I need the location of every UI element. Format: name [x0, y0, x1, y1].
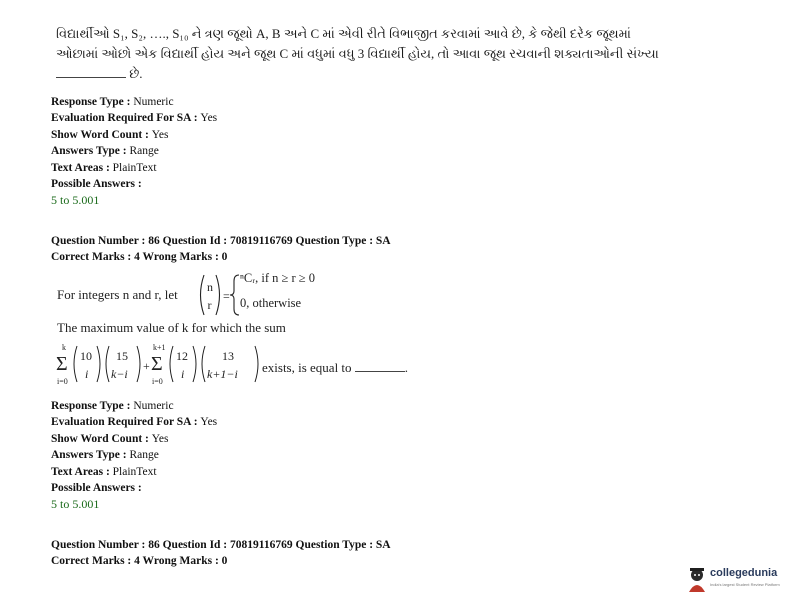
answers-type-value: Range [129, 145, 159, 158]
logo-tagline: India's largest Student Review Platform [710, 582, 780, 587]
svg-text:k: k [62, 343, 66, 352]
svg-text:i: i [181, 367, 185, 381]
svg-text:Σ: Σ [56, 353, 68, 375]
question-header-2 [51, 537, 391, 570]
answers-type-label: Answers Type : [51, 449, 127, 462]
evaluation-value: Yes [200, 416, 218, 429]
sentence-end: . [404, 360, 409, 375]
response-type-row [51, 398, 217, 414]
answer-blank [56, 77, 126, 78]
response-meta-2 [51, 398, 217, 496]
svg-text:k−i: k−i [111, 367, 128, 381]
question-line-3 [56, 64, 776, 84]
marks-line: Correct Marks : 4 Wrong Marks : 0 [51, 555, 228, 568]
definition-intro: For integers n and r, let [57, 287, 178, 302]
text-areas-label: Text Areas : [51, 161, 110, 174]
possible-answers-row [51, 480, 217, 496]
possible-answer-value-2: 5 to 5.001 [51, 497, 100, 511]
svg-text:Σ: Σ [151, 353, 163, 375]
evaluation-value: Yes [200, 112, 218, 125]
mascot-icon [686, 566, 708, 592]
marks-line: Correct Marks : 4 Wrong Marks : 0 [51, 251, 228, 264]
question-number-line: Question Number : 86 Question Id : 70819116769 Question Type : SA [51, 235, 391, 247]
possible-answers-label: Possible Answers : [51, 178, 142, 191]
response-meta [51, 94, 217, 192]
svg-text:k+1: k+1 [153, 343, 166, 352]
svg-text:12: 12 [176, 349, 188, 363]
svg-text:10: 10 [80, 349, 92, 363]
question-header [51, 233, 391, 266]
response-type-label: Response Type : [51, 96, 131, 108]
svg-text:k+1−i: k+1−i [207, 367, 238, 381]
svg-text:+: + [143, 359, 150, 373]
response-type-label: Response Type : [51, 400, 131, 412]
evaluation-label: Evaluation Required For SA : [51, 416, 198, 429]
possible-answers-row [51, 176, 217, 192]
word-count-value: Yes [151, 432, 169, 445]
exists-text [262, 360, 408, 376]
collegedunia-logo [686, 563, 786, 597]
possible-answers-label: Possible Answers : [51, 482, 142, 495]
text-areas-value: PlainText [112, 161, 157, 174]
text-areas-value: PlainText [112, 465, 157, 478]
definition-case-2: 0, otherwise [240, 296, 302, 310]
answers-type-label: Answers Type : [51, 145, 127, 158]
answer-blank-2 [355, 371, 405, 372]
svg-text:=: = [223, 289, 230, 303]
logo-name: collegedunia [710, 567, 778, 579]
word-count-value: Yes [151, 128, 169, 141]
word-count-row [51, 431, 217, 447]
answers-type-row [51, 447, 217, 463]
question-line-2: ઓછામાં ઓછો એક વિદ્યાર્થી હોય અને જૂથ C માં વધુમાં વધુ 3 વિદ્યાર્થી હોય, તો આવા જૂથ રચવાની શક્યતાઓની સંખ્યા [56, 46, 659, 61]
text-areas-label: Text Areas : [51, 465, 110, 478]
question-number-line: Question Number : 86 Question Id : 70819116769 Question Type : SA [51, 539, 391, 551]
question-line-3-text: છે. [129, 66, 143, 81]
response-type-row [51, 94, 217, 110]
possible-answer-value: 5 to 5.001 [51, 193, 100, 207]
svg-text:i=0: i=0 [57, 377, 68, 386]
svg-text:i=0: i=0 [152, 377, 163, 386]
svg-text:r: r [207, 298, 212, 312]
text-areas-row [51, 160, 217, 176]
svg-text:i: i [85, 367, 89, 381]
answers-type-row [51, 143, 217, 159]
text-areas-row [51, 464, 217, 480]
svg-text:n: n [207, 280, 213, 294]
question-sentence: The maximum value of k for which the sum [57, 320, 286, 335]
evaluation-row [51, 414, 217, 430]
word-count-label: Show Word Count : [51, 128, 149, 141]
summation-expression [55, 340, 270, 388]
question-line-1: વિદ્યાર્થીઓ S₁, S₂, …., S₁₀ ને ત્રણ જૂથો A, B અને C માં એવી રીતે વિભાજીત કરવામાં આવે છે, કે જેથી દરેક જૂથમાં [56, 26, 631, 41]
answers-type-value: Range [129, 449, 159, 462]
word-count-label: Show Word Count : [51, 432, 149, 445]
word-count-row [51, 127, 217, 143]
question-text [56, 24, 776, 84]
svg-text:15: 15 [116, 349, 128, 363]
evaluation-label: Evaluation Required For SA : [51, 112, 198, 125]
response-type-value: Numeric [133, 96, 174, 108]
definition-case-1: ⁿCᵣ, if n ≥ r ≥ 0 [240, 271, 316, 285]
exists-label: exists, is equal to [262, 360, 352, 375]
response-type-value: Numeric [133, 400, 174, 412]
evaluation-row [51, 110, 217, 126]
svg-text:13: 13 [222, 349, 234, 363]
